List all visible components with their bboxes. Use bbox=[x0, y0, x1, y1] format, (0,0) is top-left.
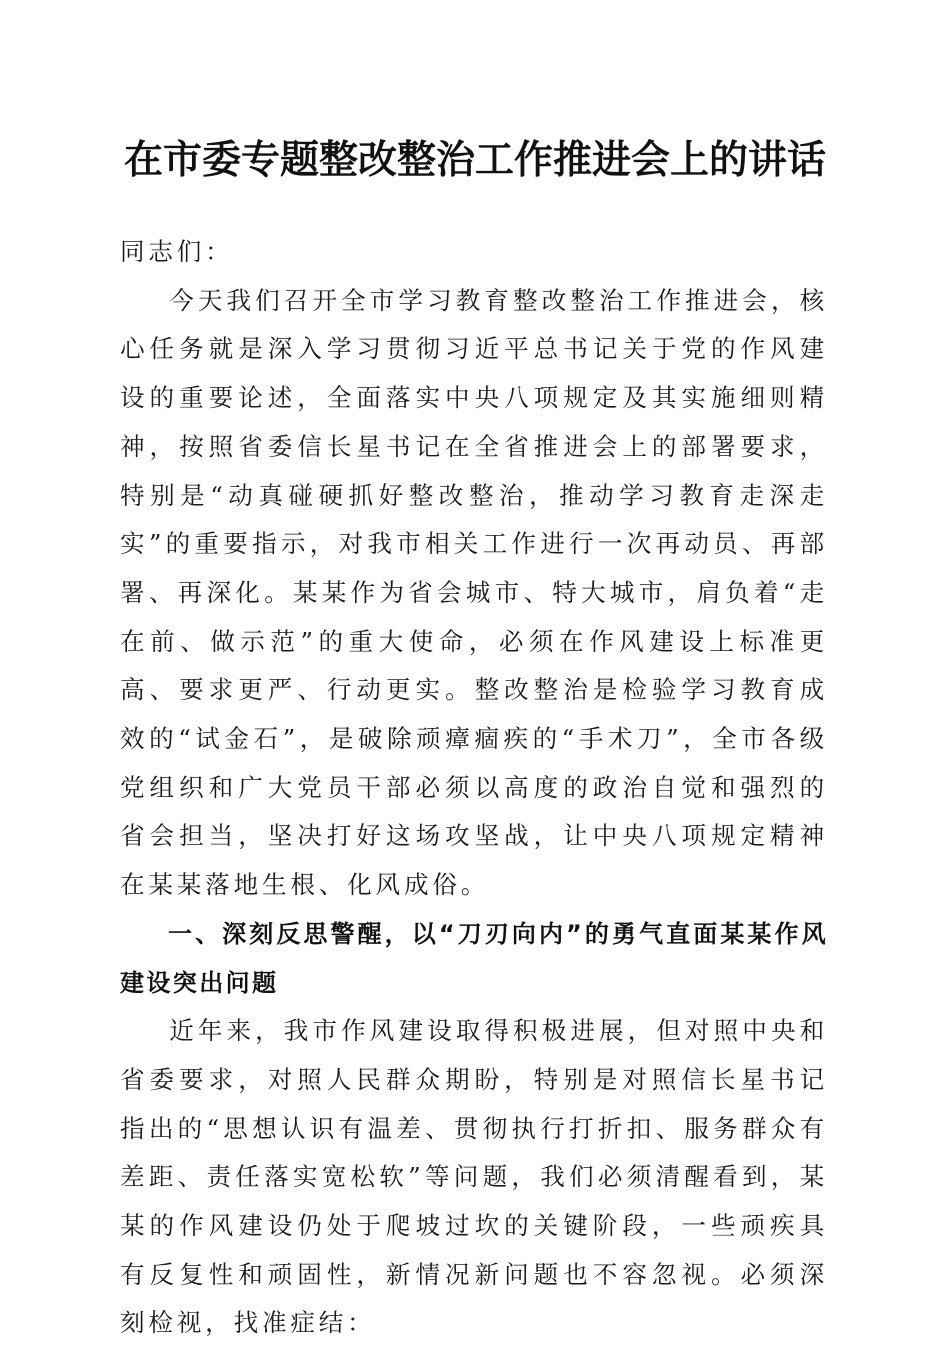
salutation: 同志们： bbox=[120, 237, 234, 266]
opening-paragraph: 今天我们召开全市学习教育整改整治工作推进会，核心任务就是深入学习贯彻习近平总书记关于党的作风建设的重要论述，全面落实中央八项规定及其实施细则精神，按照省委信长星书记在全省推进会上的部署要求，特别是“动真碰硬抓好整改整治，推动学习教育走深走实”的重要指示，对我市相关工作进行一次再动员、再部署、再深化。某某作为省会城市、特大城市，肩负着“走在前、做示范”的重大使命，必须在作风建设上标准更高、要求更严、行动更实。整改整治是检验学习教育成效的“试金石”，是破除顽瘴痼疾的“手术刀”，全市各级党组织和广大党员干部必须以高度的政治自觉和强烈的省会担当，坚决打好这场攻坚战，让中央八项规定精神在某某落地生根、化风成俗。 bbox=[120, 285, 828, 900]
document-title: 在市委专题整改整治工作推进会上的讲话 bbox=[123, 137, 826, 183]
document-body bbox=[120, 228, 828, 1348]
section-1-paragraph: 近年来，我市作风建设取得积极进展，但对照中央和省委要求，对照人民群众期盼，特别是对照信长星书记指出的“思想认识有温差、贯彻执行打折扣、服务群众有差距、责任落实宽松软”等问题，我们必须清醒看到，某某的作风建设仍处于爬坡过坎的关键阶段，一些顽疾具有反复性和顽固性，新情况新问题也不容忽视。必须深刻检视，找准症结： bbox=[120, 1016, 828, 1338]
section-heading-1: 一、深刻反思警醒，以“刀刃向内”的勇气直面某某作风建设突出问题 bbox=[120, 919, 828, 997]
